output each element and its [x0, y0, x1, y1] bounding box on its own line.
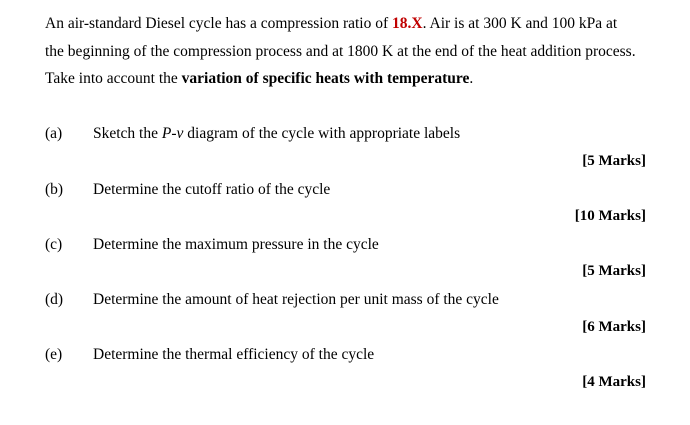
- question-label: (e): [45, 346, 63, 363]
- question-d: [45, 291, 499, 309]
- pressure-symbol: P: [161, 125, 172, 142]
- question-a: [45, 125, 460, 143]
- intro-text: An air-standard Diesel cycle has a compression ratio of: [45, 15, 393, 32]
- intro-text: Take into account the: [45, 70, 182, 87]
- intro-text: . Air is at 300 K and 100 kPa at: [422, 15, 618, 32]
- volume-symbol: v: [176, 125, 184, 142]
- question-text: Determine the amount of heat rejection per unit mass of the cycle: [93, 291, 499, 308]
- compression-ratio-value: 18.X: [392, 15, 423, 32]
- question-label: (d): [45, 291, 64, 308]
- question-e: [45, 346, 374, 364]
- question-text: [93, 125, 460, 142]
- marks-b: [10 Marks]: [574, 208, 646, 224]
- problem-statement: [45, 10, 665, 93]
- intro-line-1: [45, 10, 665, 38]
- question-label: (c): [45, 236, 63, 253]
- question-b: [45, 181, 330, 199]
- emphasis-text: variation of specific heats with temperature: [181, 70, 470, 87]
- intro-line-3: [45, 65, 665, 93]
- intro-line-2: the beginning of the compression process and at 1800 K at the end of the heat addition process.: [45, 42, 636, 60]
- question-text-part: Sketch the: [93, 125, 162, 142]
- marks-d: [6 Marks]: [582, 319, 646, 335]
- marks-e: [4 Marks]: [582, 374, 646, 390]
- intro-text: .: [469, 70, 474, 87]
- question-text-part: diagram of the cycle with appropriate labels: [183, 125, 461, 142]
- question-text: Determine the thermal efficiency of the cycle: [93, 346, 375, 363]
- question-label: (b): [45, 181, 64, 198]
- marks-a: [5 Marks]: [582, 153, 646, 169]
- question-c: [45, 236, 379, 254]
- question-text: Determine the cutoff ratio of the cycle: [93, 181, 331, 198]
- question-text: Determine the maximum pressure in the cycle: [93, 236, 379, 253]
- marks-c: [5 Marks]: [582, 263, 646, 279]
- question-text-part: -: [171, 125, 177, 142]
- question-label: (a): [45, 125, 63, 142]
